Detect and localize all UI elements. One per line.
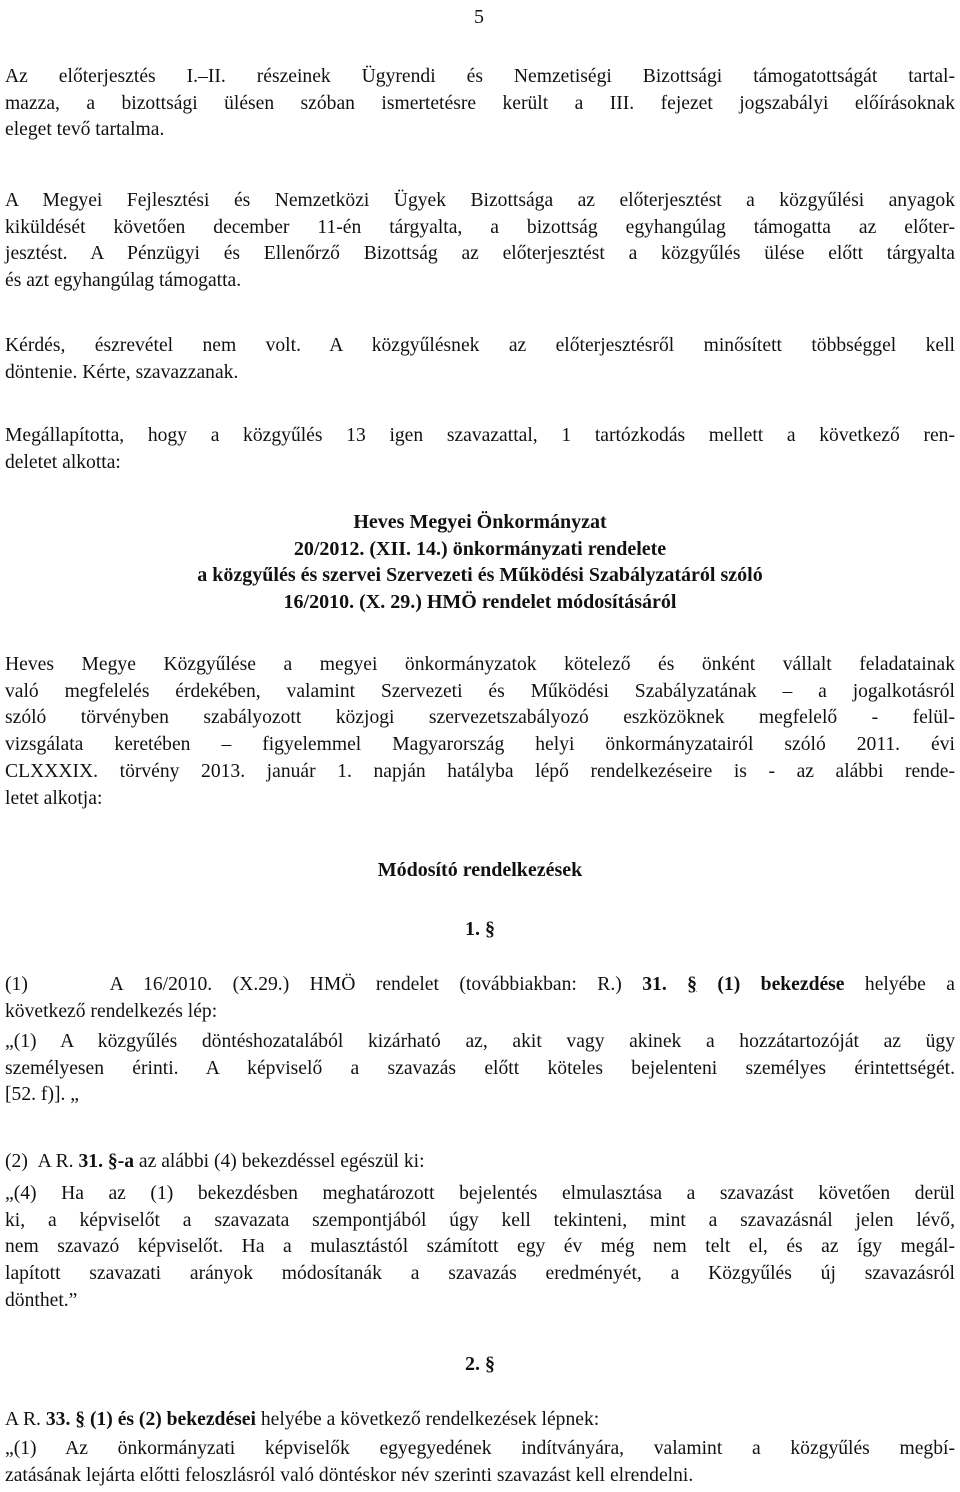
text-line: jesztést. A Pénzügyi és Ellenőrző Bizottság az előterjesztést a közgyűlés ülése előtt tárgyalta	[5, 243, 955, 265]
text-run: (2) A R.	[5, 1151, 79, 1172]
text-line: „(1) Az önkormányzati képviselők egyegyedének indítványára, valamint a közgyűlés megbí-	[5, 1438, 955, 1459]
section-sign: §	[485, 918, 495, 940]
bold-text: 31.	[78, 1151, 103, 1172]
text-line: Kérdés, észrevétel nem volt. A közgyűlésnek az előterjesztésről minősített többséggel kell	[5, 335, 955, 356]
section-sign: §	[485, 1353, 495, 1375]
paragraph-questions	[5, 333, 955, 386]
text-line	[5, 1407, 955, 1434]
text-line: személyesen érinti. A képviselő a szavazás előtt köteles bejelenteni személyes érintettségét.	[5, 1057, 955, 1079]
text-line: [52. f)]. „	[5, 1084, 79, 1106]
text-line: letet alkotja:	[5, 787, 103, 809]
text-line: nem szavazó képviselőt. Ha a mulasztástól számított egy év még nem telt el, és az így megál-	[5, 1236, 955, 1258]
text-line: CLXXXIX. törvény 2013. január 1. napján hatályba lépő rendelkezéseire is - az alábbi rende-	[5, 760, 955, 782]
text-line: következő rendelkezés lép:	[5, 1000, 218, 1022]
section-2-paragraph-1	[5, 1407, 955, 1434]
text-line: döntenie. Kérte, szavazzanak.	[5, 361, 239, 383]
paragraph-vote-result	[5, 423, 955, 476]
text-line: ki, a képviselőt a szavazata szempontjából úgy kell tekinteni, mint a szavazásnál jelen lévő,	[5, 1209, 955, 1231]
text-run	[667, 974, 687, 995]
section-1-paragraph-2	[5, 1149, 955, 1176]
text-line: és azt egyhangúlag támogatta.	[5, 270, 242, 292]
decree-heading-line: 16/2010. (X. 29.) HMÖ rendelet módosításáról	[283, 590, 677, 613]
text-line: Megállapította, hogy a közgyűlés 13 igen szavazattal, 1 tartózkodás mellett a következő ren-	[5, 425, 955, 446]
section-1-quote-1	[5, 1029, 955, 1109]
paragraph-committee-discussion	[5, 188, 955, 295]
section-sign: §	[687, 974, 697, 995]
bold-text: 33.	[45, 1409, 71, 1430]
decree-heading-line: Heves Megyei Önkormányzat	[353, 511, 607, 533]
section-sign: §	[75, 1409, 86, 1430]
section-number: 2.	[465, 1353, 480, 1375]
section-1-paragraph-1	[5, 972, 955, 1025]
section-sign: §	[107, 1151, 118, 1172]
decree-heading-line: a közgyűlés és szervei Szervezeti és Működési Szabályzatáról szóló	[197, 564, 763, 586]
text-run: helyébe a következő rendelkezések lépnek:	[255, 1409, 600, 1430]
text-line: vizsgálata keretében – figyelemmel Magyarország helyi önkormányzatairól szóló 2011. évi	[5, 734, 955, 756]
text-run: helyébe a	[844, 974, 955, 995]
text-line: deletet alkotta:	[5, 451, 121, 473]
page-number: 5	[474, 6, 484, 28]
section-1-quote-2	[5, 1181, 955, 1315]
section-number: 1.	[465, 918, 480, 940]
text-line: való megfelelés érdekében, valamint Szervezeti és Működési Szabályzatának – a jogalkotásról	[5, 680, 955, 702]
section-2-heading	[0, 1351, 960, 1378]
decree-heading-line: 20/2012. (XII. 14.) önkormányzati rendelete	[293, 537, 667, 560]
text-run: (1) A 16/2010. (X.29.) HMÖ rendelet (továbbiakban: R.)	[5, 974, 643, 995]
text-line: „(4) Ha az (1) bekezdésben meghatározott bejelentés elmulasztása a szavazást követően derül	[5, 1183, 955, 1204]
text-line: A Megyei Fejlesztési és Nemzetközi Ügyek Bizottsága az előterjesztést a közgyűlési anyagok	[5, 190, 955, 211]
bold-text: (1) és (2) bekezdései	[89, 1409, 256, 1430]
paragraph-committee-support	[5, 64, 955, 144]
text-line: zatásának lejárta előtti feloszlásról való döntéskor név szerinti szavazást kell elrendelni.	[5, 1464, 694, 1486]
text-line: szóló törvényben szabályozott közjogi szervezetszabályozó eszközöknek megfelelő - felül-	[5, 707, 955, 729]
text-line: „(1) A közgyűlés döntéshozatalából kizárható az, akit vagy akinek a hozzátartozóját az ügy	[5, 1031, 955, 1052]
bold-text: -a	[117, 1151, 135, 1172]
text-line: Az előterjesztés I.–II. részeinek Ügyrendi és Nemzetiségi Bizottsági támogatottságát tartal-	[5, 66, 955, 87]
text-line: kiküldését követően december 11-én tárgyalta, a bizottság egyhangúlag támogatta az előter-	[5, 216, 955, 238]
bold-text: (1) bekezdése	[717, 974, 845, 995]
section-1-heading	[0, 916, 960, 943]
text-line: mazza, a bizottsági ülésen szóban ismertetésre került a III. fejezet jogszabályi előírásoknak	[5, 92, 955, 114]
text-line: dönthet.”	[5, 1289, 78, 1311]
bold-text: 31.	[642, 974, 667, 995]
text-run: az alábbi (4) bekezdéssel egészül ki:	[134, 1151, 425, 1172]
paragraph-preamble	[5, 652, 955, 812]
section-title: Módosító rendelkezések	[377, 859, 583, 881]
text-line	[5, 1149, 955, 1176]
section-2-quote-1	[5, 1436, 955, 1489]
text-line: Heves Megye Közgyűlése a megyei önkormányzatok kötelező és önként vállalt feladatainak	[5, 654, 955, 675]
text-run	[697, 974, 717, 995]
decree-heading	[0, 509, 960, 615]
text-line: eleget tevő tartalma.	[5, 119, 165, 141]
text-line: lapított szavazati arányok módosítanák a szavazás eredményét, a Közgyűlés új szavazásról	[5, 1263, 955, 1285]
text-line	[5, 972, 955, 999]
text-run: A R.	[5, 1409, 46, 1430]
